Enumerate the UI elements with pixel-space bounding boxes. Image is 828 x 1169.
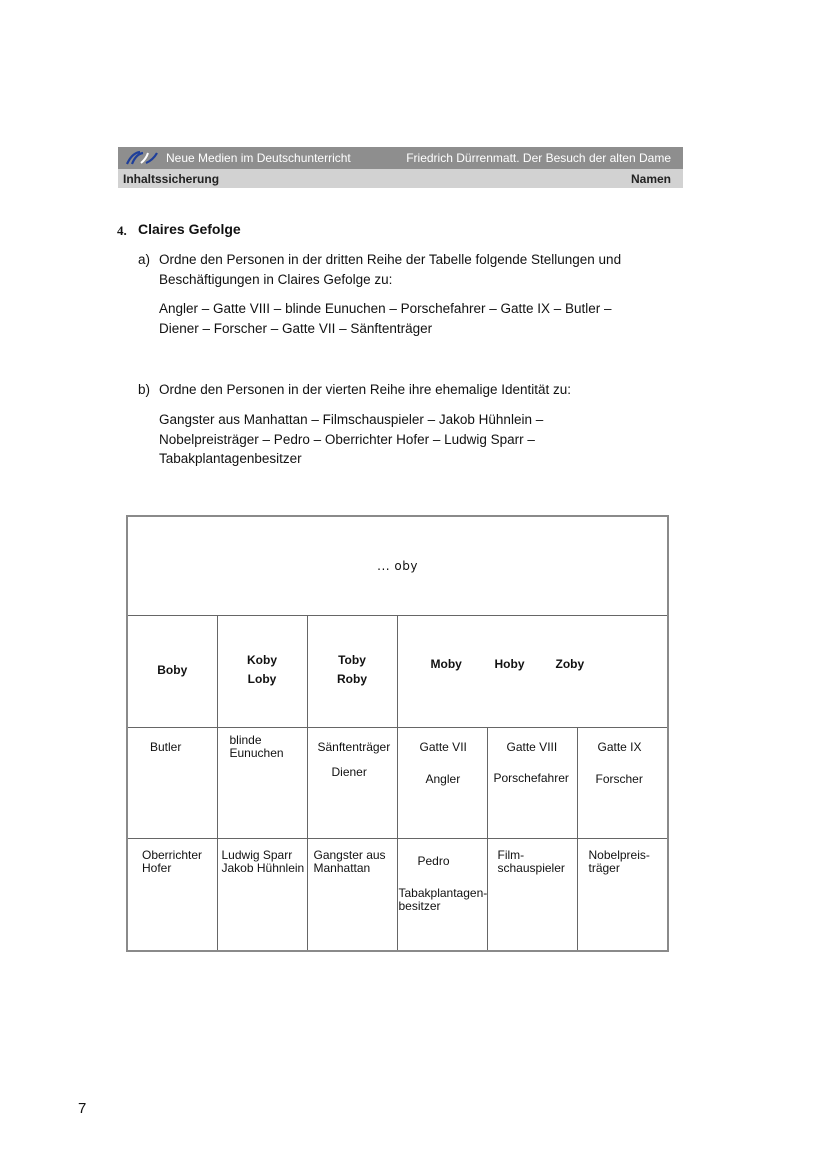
name-roby: Roby xyxy=(337,671,367,686)
name-hoby: Hoby xyxy=(494,656,525,671)
subtask-a-list xyxy=(159,299,612,338)
task-title: Claires Gefolge xyxy=(138,221,241,237)
list-line: Nobelpreisträger – Pedro – Oberrichter Hofer – Ludwig Sparr – xyxy=(159,431,535,447)
identity-tabak-2: besitzer xyxy=(398,898,441,913)
subtask-b-letter: b) xyxy=(138,382,151,397)
identity-huehnlein: Jakob Hühnlein xyxy=(221,860,305,875)
list-line: Gangster aus Manhattan – Filmschauspieler – Jakob Hühnlein – xyxy=(159,412,544,427)
list-line: Diener – Forscher – Gatte VII – Sänftenträger xyxy=(159,320,433,336)
header-brand: Neue Medien im Deutschunterricht xyxy=(166,151,351,165)
identity-film-1: Film- xyxy=(497,847,525,862)
name-koby: Koby xyxy=(247,652,277,667)
role-forscher: Forscher xyxy=(595,771,643,786)
list-line: Angler – Gatte VIII – blinde Eunuchen – Porschefahrer – Gatte IX – Butler – xyxy=(159,301,612,316)
name-cell-koby-loby xyxy=(217,615,307,727)
role-cell-3 xyxy=(307,727,397,838)
identity-cell-3 xyxy=(307,838,397,951)
task-number: 4. xyxy=(117,223,127,238)
identity-gangster-1: Gangster aus xyxy=(313,847,386,862)
role-porschefahrer: Porschefahrer xyxy=(493,770,569,785)
role-butler: Butler xyxy=(150,739,182,754)
role-cell-1 xyxy=(127,727,217,838)
subheader-bar xyxy=(118,169,683,188)
identity-cell-4 xyxy=(397,838,487,951)
role-gatte-viii: Gatte VIII xyxy=(506,739,558,754)
name-boby: Boby xyxy=(157,662,188,677)
identity-cell-5 xyxy=(487,838,577,951)
identity-nobel-1: Nobelpreis- xyxy=(588,847,650,862)
instruction-line: Ordne den Personen in der vierten Reihe ihre ehemalige Identität zu: xyxy=(159,382,572,397)
page-number: 7 xyxy=(78,1100,87,1117)
logo-icon xyxy=(124,150,160,169)
role-cell-2 xyxy=(217,727,307,838)
identity-sparr: Ludwig Sparr xyxy=(221,847,293,862)
subtask-b-list xyxy=(159,410,543,469)
identity-hofer-1: Oberrichter xyxy=(142,847,203,862)
role-gatte-vii: Gatte VII xyxy=(419,739,467,754)
identity-hofer-2: Hofer xyxy=(142,860,172,875)
table-title: ... oby xyxy=(127,516,668,615)
name-loby: Loby xyxy=(247,671,277,686)
name-cell-boby xyxy=(127,615,217,727)
subtask-a-instruction xyxy=(159,250,621,289)
header-work: Friedrich Dürrenmatt. Der Besuch der alten Dame xyxy=(406,151,671,165)
identity-cell-1 xyxy=(127,838,217,951)
role-eunuchen-2: Eunuchen xyxy=(229,745,284,760)
subtask-a-letter: a) xyxy=(138,252,151,267)
instruction-line: Ordne den Personen in der dritten Reihe der Tabelle folgende Stellungen und xyxy=(159,252,622,267)
subtask-b-instruction xyxy=(159,380,571,400)
identity-film-2: schauspieler xyxy=(497,860,565,875)
header-section: Inhaltssicherung xyxy=(123,172,220,186)
role-eunuchen-1: blinde xyxy=(229,732,262,747)
role-saenftentraeger: Sänftenträger xyxy=(317,739,391,754)
identity-pedro: Pedro xyxy=(417,853,450,868)
header-bar xyxy=(118,147,683,169)
role-gatte-ix: Gatte IX xyxy=(597,739,642,754)
role-cell-6 xyxy=(577,727,668,838)
identity-gangster-2: Manhattan xyxy=(313,860,371,875)
name-cell-toby-roby xyxy=(307,615,397,727)
identity-nobel-2: träger xyxy=(588,860,620,875)
role-cell-4 xyxy=(397,727,487,838)
identity-tabak-1: Tabakplantagen- xyxy=(398,885,488,900)
role-diener: Diener xyxy=(331,764,367,779)
identity-cell-2 xyxy=(217,838,307,951)
name-moby: Moby xyxy=(430,656,462,671)
role-cell-5 xyxy=(487,727,577,838)
list-line: Tabakplantagenbesitzer xyxy=(159,451,302,466)
instruction-line: Beschäftigungen in Claires Gefolge zu: xyxy=(159,271,393,287)
identity-cell-6 xyxy=(577,838,668,951)
entourage-table xyxy=(126,515,669,952)
name-cell-moby-hoby-zoby xyxy=(397,615,668,727)
header-topic: Namen xyxy=(630,172,671,186)
name-toby: Toby xyxy=(338,652,366,667)
name-zoby: Zoby xyxy=(555,656,585,671)
role-angler: Angler xyxy=(425,771,461,786)
